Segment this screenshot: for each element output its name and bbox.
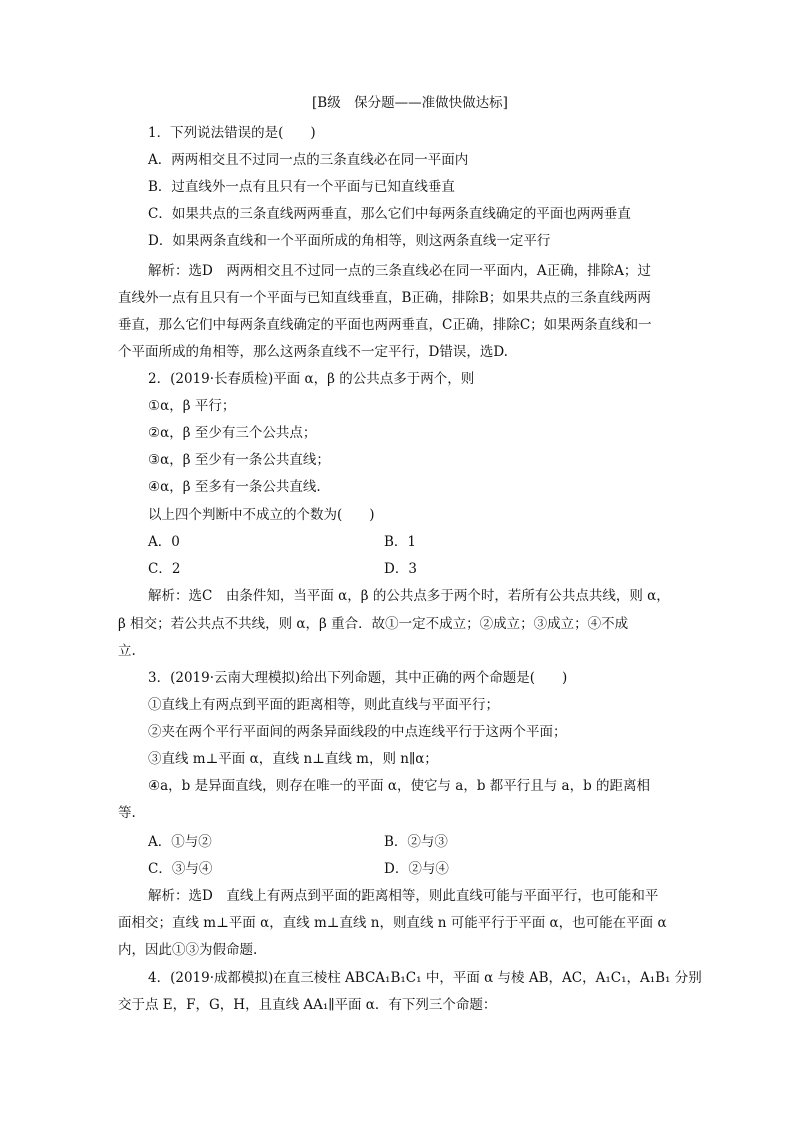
question-2-option-d: D．3	[384, 561, 417, 577]
question-2-solution-line-1: 解析：选C 由条件知，当平面 α，β 的公共点多于两个时，若所有公共点共线，则 α，	[148, 588, 670, 604]
question-2-item-3: ③α，β 至少有一条公共直线；	[148, 452, 330, 468]
question-3-solution-line-1: 解析：选D 直线上有两点到平面的距离相等，则此直线可能与平面平行，也可能和平	[148, 888, 659, 904]
question-3-item-1: ①直线上有两点到平面的距离相等，则此直线与平面平行；	[148, 697, 499, 713]
question-2-solution-line-2: β 相交；若公共点不共线，则 α，β 重合．故①一定不成立；②成立；③成立；④不成	[118, 616, 629, 632]
question-4-stem-line-2: 交于点 E，F，G，H，且直线 AA₁∥平面 α．有下列三个命题：	[118, 997, 497, 1013]
question-3-stem: 3．(2019·云南大理模拟)给出下列命题，其中正确的两个命题是( )	[148, 670, 568, 686]
question-4-stem-line-1: 4．(2019·成都模拟)在直三棱柱 ABCA₁B₁C₁ 中，平面 α 与棱 AB，AC，A₁C₁，A₁B₁ 分别	[148, 970, 702, 986]
question-1-solution-line-3: 垂直，那么它们中每两条直线确定的平面也两两垂直，C正确，排除C；如果两条直线和一	[118, 317, 652, 333]
question-1-option-a: A．两两相交且不过同一点的三条直线必在同一平面内	[148, 152, 469, 168]
question-1-option-d: D．如果两条直线和一个平面所成的角相等，则这两条直线一定平行	[148, 233, 551, 249]
question-2-option-c: C．2	[148, 561, 181, 577]
question-3-option-b: B．②与③	[384, 834, 448, 850]
question-3-item-3: ③直线 m⊥平面 α，直线 n⊥直线 m，则 n∥α；	[148, 751, 438, 767]
question-1-option-c: C．如果共点的三条直线两两垂直，那么它们中每两条直线确定的平面也两两垂直	[148, 206, 631, 222]
question-3-item-4: ④a，b 是异面直线，则存在唯一的平面 α，使它与 a，b 都平行且与 a，b 的距离相	[148, 778, 651, 794]
question-1-stem: 1．下列说法错误的是( )	[148, 125, 316, 141]
question-3-solution-line-2: 面相交；直线 m⊥平面 α，直线 m⊥直线 n，则直线 n 可能平行于平面 α，也可能在平面 α	[118, 915, 667, 931]
question-1-solution-line-2: 直线外一点有且只有一个平面与已知直线垂直，B正确，排除B；如果共点的三条直线两两	[118, 290, 651, 306]
section-title: [B级 保分题——准做快做达标]	[312, 95, 508, 111]
question-2-item-1: ①α，β 平行；	[148, 398, 236, 414]
question-2-question: 以上四个判断中不成立的个数为( )	[148, 507, 375, 523]
question-2-option-b: B．1	[384, 534, 417, 550]
question-3-option-a: A．①与②	[148, 834, 212, 850]
question-3-option-c: C．③与④	[148, 861, 213, 877]
question-2-solution-line-3: 立.	[118, 643, 136, 659]
question-3-option-d: D．②与④	[384, 861, 449, 877]
question-3-item-2: ②夹在两个平行平面间的两条异面线段的中点连线平行于这两个平面；	[148, 724, 567, 740]
question-2-item-2: ②α，β 至少有三个公共点；	[148, 425, 317, 441]
question-1-option-b: B．过直线外一点有且只有一个平面与已知直线垂直	[148, 179, 455, 195]
question-1-solution-line-1: 解析：选D 两两相交且不过同一点的三条直线必在同一平面内，A正确，排除A；过	[148, 263, 651, 279]
question-3-solution-line-3: 内，因此①③为假命题.	[118, 942, 258, 958]
question-3-item-4-continued: 等.	[118, 805, 136, 821]
question-1-solution-line-4: 个平面所成的角相等，那么这两条直线不一定平行，D错误，选D.	[118, 344, 508, 360]
question-2-option-a: A．0	[148, 534, 180, 550]
question-2-stem: 2．(2019·长春质检)平面 α，β 的公共点多于两个，则	[148, 371, 475, 387]
question-2-item-4: ④α，β 至多有一条公共直线.	[148, 479, 321, 495]
